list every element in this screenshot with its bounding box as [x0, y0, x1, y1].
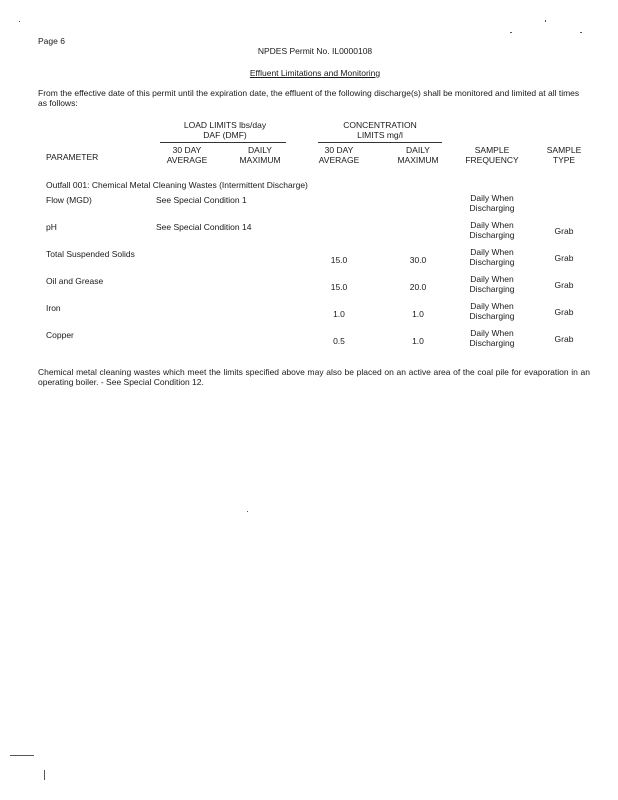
- load-limits-rule: [160, 142, 286, 143]
- frequency-line: Discharging: [469, 257, 515, 267]
- frequency-line: Daily When: [470, 301, 514, 311]
- frequency-line: Discharging: [469, 311, 515, 321]
- frequency-line: Daily When: [470, 220, 514, 230]
- condition-note: See Special Condition 14: [156, 222, 252, 232]
- footnote: Chemical metal cleaning wastes which meet the limits specified above may also be placed on an active area of the coal pile for evaporation in an operating boiler. - See Special Condition 12.: [38, 367, 590, 387]
- intro-paragraph: From the effective date of this permit until the expiration date, the effluent of the following discharge(s) shall be monitored and limited at all times as follows:: [38, 88, 580, 108]
- sample-type-cell: Grab: [554, 253, 574, 263]
- scan-speck: [247, 511, 248, 512]
- frequency-line: Daily When: [470, 328, 514, 338]
- conc-max-cell: 1.0: [412, 336, 424, 346]
- parameter-cell: pH: [46, 222, 57, 232]
- load-avg-header: 30 DAY AVERAGE: [166, 145, 208, 165]
- condition-note: See Special Condition 1: [156, 195, 247, 205]
- conc-max-header: DAILY MAXIMUM: [397, 145, 439, 165]
- scan-speck: [19, 21, 20, 22]
- frequency-line: Discharging: [469, 284, 515, 294]
- frequency-cell: [458, 328, 526, 348]
- section-title: Effluent Limitations and Monitoring: [249, 68, 381, 78]
- frequency-cell: [458, 220, 526, 240]
- concentration-rule: [318, 142, 442, 143]
- frequency-line: Daily When: [470, 274, 514, 284]
- parameter-cell: Total Suspended Solids: [46, 249, 135, 259]
- frequency-cell: [458, 301, 526, 321]
- outfall-heading: Outfall 001: Chemical Metal Cleaning Wastes (Intermittent Discharge): [46, 180, 308, 190]
- concentration-header: CONCENTRATION LIMITS mg/l: [343, 120, 417, 140]
- type-header: SAMPLE TYPE: [546, 145, 582, 165]
- frequency-line: Daily When: [470, 247, 514, 257]
- page-number: Page 6: [38, 36, 65, 46]
- conc-max-cell: 1.0: [412, 309, 424, 319]
- frequency-line: Daily When: [470, 193, 514, 203]
- frequency-header: SAMPLE FREQUENCY: [465, 145, 519, 165]
- scan-speck: [545, 20, 546, 22]
- permit-number: NPDES Permit No. IL0000108: [257, 46, 373, 56]
- conc-max-cell: 20.0: [409, 282, 427, 292]
- conc-avg-header: 30 DAY AVERAGE: [318, 145, 360, 165]
- scan-speck: [10, 755, 34, 756]
- parameter-cell: Copper: [46, 330, 74, 340]
- frequency-cell: [458, 274, 526, 294]
- conc-avg-cell: 1.0: [333, 309, 345, 319]
- conc-avg-cell: 0.5: [333, 336, 345, 346]
- scan-speck: [510, 32, 512, 33]
- sample-type-cell: Grab: [554, 334, 574, 344]
- load-limits-header: LOAD LIMITS lbs/day DAF (DMF): [183, 120, 267, 140]
- scan-speck: [580, 32, 582, 33]
- frequency-cell: [458, 247, 526, 267]
- frequency-line: Discharging: [469, 338, 515, 348]
- sample-type-cell: Grab: [554, 226, 574, 236]
- frequency-line: Discharging: [469, 203, 515, 213]
- conc-max-cell: 30.0: [409, 255, 427, 265]
- conc-avg-cell: 15.0: [330, 255, 348, 265]
- parameter-cell: Flow (MGD): [46, 195, 92, 205]
- sample-type-cell: Grab: [554, 280, 574, 290]
- parameter-cell: Oil and Grease: [46, 276, 104, 286]
- conc-avg-cell: 15.0: [330, 282, 348, 292]
- frequency-line: Discharging: [469, 230, 515, 240]
- frequency-cell: [458, 193, 526, 213]
- parameter-cell: Iron: [46, 303, 61, 313]
- load-max-header: DAILY MAXIMUM: [239, 145, 281, 165]
- parameter-header: PARAMETER: [46, 152, 99, 162]
- sample-type-cell: Grab: [554, 307, 574, 317]
- scan-speck: [44, 770, 45, 780]
